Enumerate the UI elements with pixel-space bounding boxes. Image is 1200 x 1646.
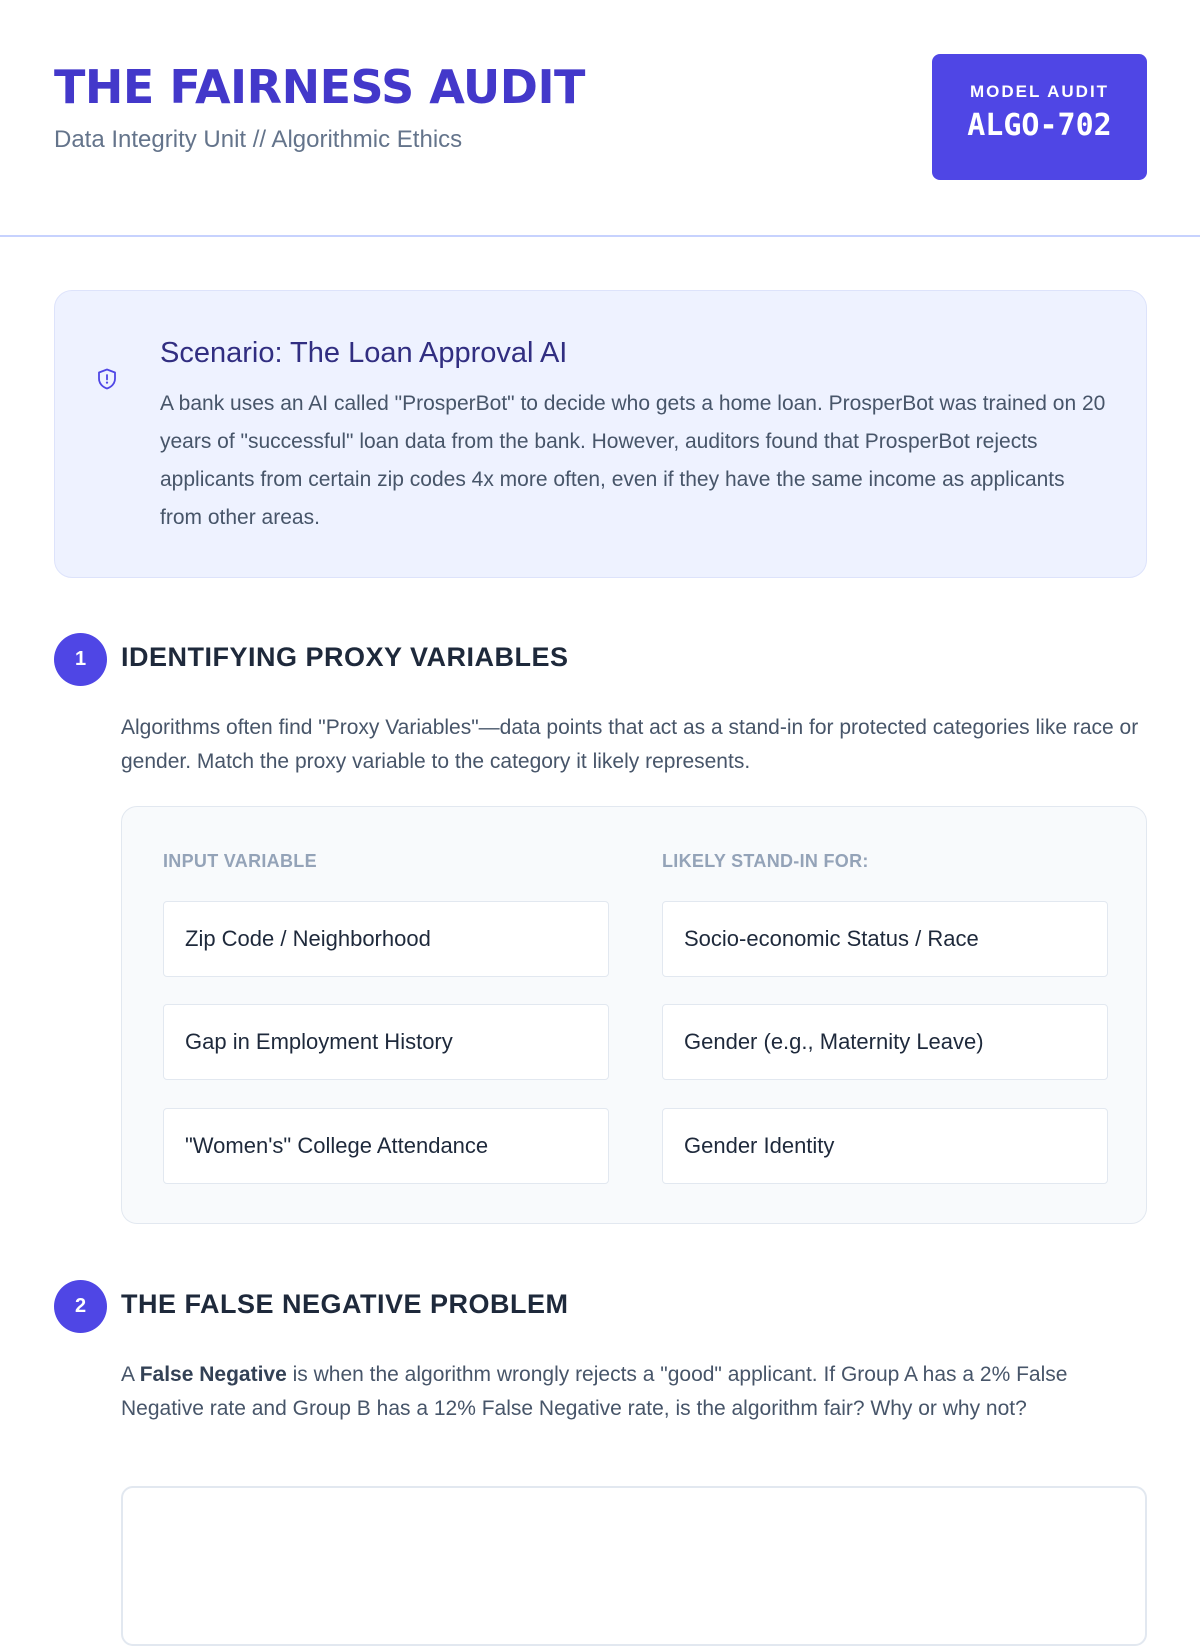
section-intro-proxy-variables: Algorithms often find "Proxy Variables"—data points that act as a stand-in for protected categories like race or gender. Match the proxy variable to the category it likely represents. [121,716,1139,773]
false-negative-term: False Negative [139,1363,287,1386]
intro-text-start: A [121,1363,140,1386]
input-variable-employment-gap[interactable]: Gap in Employment History [163,1004,609,1080]
page-header [0,0,1200,237]
matching-panel [121,806,1147,1224]
shield-icon [97,368,117,390]
input-variable-zip-code[interactable]: Zip Code / Neighborhood [163,901,609,977]
stand-in-socio-economic[interactable]: Socio-economic Status / Race [662,901,1108,977]
stand-in-gender-identity[interactable]: Gender Identity [662,1108,1108,1184]
step-number-2: 2 [54,1280,107,1333]
answer-text-area[interactable] [121,1486,1147,1646]
page-subtitle: Data Integrity Unit // Algorithmic Ethics [54,126,463,153]
scenario-card [54,290,1147,578]
section-title-proxy-variables: IDENTIFYING PROXY VARIABLES [121,642,569,672]
model-audit-badge [932,54,1147,180]
section-intro-false-negative [121,1358,1151,1426]
page-title: THE FAIRNESS AUDIT [54,60,585,114]
badge-code: ALGO-702 [967,108,1112,143]
scenario-text: A bank uses an AI called "ProsperBot" to decide who gets a home loan. ProsperBot was trained on 20 years of "successful" loan data from the bank. However, auditors found that ProsperBot rejects applicants from certain zip codes 4x more often, even if they have the same income as applicants from other areas. [160,392,1106,529]
stand-in-gender-maternity[interactable]: Gender (e.g., Maternity Leave) [662,1004,1108,1080]
scenario-title: Scenario: The Loan Approval AI [160,337,568,369]
column-header-stand-in: LIKELY STAND-IN FOR: [662,851,869,871]
step-number-1: 1 [54,633,107,686]
input-variable-womens-college[interactable]: "Women's" College Attendance [163,1108,609,1184]
section-title-false-negative: THE FALSE NEGATIVE PROBLEM [121,1289,569,1319]
badge-label: MODEL AUDIT [969,82,1110,101]
column-header-input: INPUT VARIABLE [163,851,317,871]
intro-text-rest: is when the algorithm wrongly rejects a "good" applicant. If Group A has a 2% False Negative rate and Group B has a 12% False Negative rate, is the algorithm fair? Why or why not? [121,1363,1068,1420]
